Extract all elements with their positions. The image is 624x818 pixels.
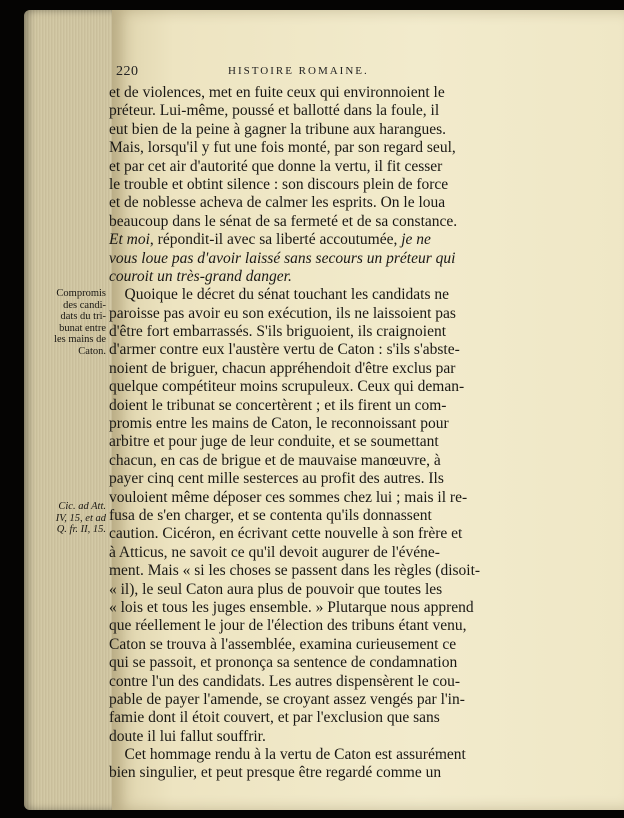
text-line: ment. Mais « si les choses se passent dans les règles (disoit-: [109, 562, 481, 580]
text-line: paroisse pas avoir eu son exécution, ils ne laissoient pas: [109, 304, 456, 322]
note-line: Cic. ad Att.: [58, 501, 106, 513]
text-line: vouloient même déposer ces sommes chez lui ; mais il re-: [109, 488, 468, 506]
note-line: Q. fr. II, 15.: [56, 524, 106, 536]
text-line: bien singulier, et peut presque être regardé comme un: [109, 764, 442, 782]
text-line: payer cinq cent mille sesterces au profit des autres. Ils: [109, 470, 444, 488]
text-line: « il), le seul Caton aura plus de pouvoir que toutes les: [109, 580, 443, 598]
text-line: promis entre les mains de Caton, le reconnoissant pour: [109, 415, 449, 433]
roman-fragment: , répondit-il avec sa liberté accoutumée,: [149, 231, 398, 249]
text-line: Quoique le décret du sénat touchant les candidats ne: [109, 286, 450, 304]
text-line: Cet hommage rendu à la vertu de Caton est assurément: [109, 746, 466, 764]
margin-note-compromis: [32, 288, 106, 357]
note-line: bunat entre: [59, 322, 106, 334]
text-line: Mais, lorsqu'il y fut une fois monté, par son regard seul,: [109, 139, 456, 157]
text-line: pable de payer l'amende, se croyant assez vengés par l'in-: [109, 690, 465, 708]
text-line: beaucoup dans le sénat de sa fermeté et de sa constance.: [109, 212, 458, 230]
text-line: le trouble et obtint silence : son discours plein de force: [109, 175, 449, 193]
text-line: arbitre et pour juge de leur conduite, et se soumettant: [109, 433, 439, 451]
text-line: fusa de s'en charger, et se contenta qu'ils donnassent: [109, 506, 432, 524]
paragraph-compromis: [54, 286, 539, 783]
note-line: Compromis: [56, 288, 106, 300]
text-line: quelque compétiteur moins scrupuleux. Ceux qui deman-: [109, 378, 465, 396]
text-body: [54, 84, 539, 783]
page-edges: [24, 10, 120, 810]
text-line: que réellement le jour de l'élection des tribuns étant venu,: [109, 617, 467, 635]
text-line: préteur. Lui-même, poussé et ballotté dans la foule, il: [109, 102, 440, 120]
italic-fragment: je ne: [397, 231, 431, 249]
note-line: dats du tri-: [60, 311, 106, 323]
quote-line: [109, 231, 539, 249]
text-line: eut bien de la peine à gagner la tribune aux harangues.: [109, 120, 446, 138]
quote-line: vous loue pas d'avoir laissé sans secours un préteur qui: [109, 249, 456, 267]
text-line: à Atticus, ne savoit ce qu'il devoit augurer de l'événe-: [109, 543, 440, 561]
note-line: des candi-: [63, 299, 106, 311]
text-line: d'être fort embarrassés. S'ils briguoient, ils craignoient: [109, 323, 447, 341]
margin-note-reference: [32, 501, 106, 536]
text-line: qui se passoit, et prononça sa sentence de condamnation: [109, 654, 458, 672]
text-line: d'armer contre eux l'austère vertu de Caton : s'ils s'abste-: [109, 341, 460, 359]
book: [24, 10, 624, 810]
text-line: caution. Cicéron, en écrivant cette nouvelle à son frère et: [109, 525, 463, 543]
text-line: chacun, en cas de brigue et de mauvaise manœuvre, à: [109, 451, 441, 469]
text-line: et de noblesse acheva de calmer les esprits. On le loua: [109, 194, 446, 212]
text-line: contre l'un des candidats. Les autres dispensèrent le cou-: [109, 672, 460, 690]
text-line: Caton se trouva à l'assemblée, examina curieusement ce: [109, 635, 457, 653]
running-head: HISTOIRE ROMAINE.: [228, 65, 369, 77]
page-header: [116, 64, 536, 84]
note-line: Caton.: [78, 345, 106, 357]
text-line: doient le tribunat se concertèrent ; et ils firent un com-: [109, 396, 447, 414]
italic-fragment: Et moi: [109, 231, 150, 249]
page-number: 220: [116, 64, 139, 79]
note-line: les mains de: [54, 334, 106, 346]
text-line: et de violences, met en fuite ceux qui environnoient le: [109, 84, 445, 101]
note-line: IV, 15, et ad: [55, 512, 106, 524]
quote-line: couroit un très-grand danger.: [109, 267, 292, 285]
text-line: « lois et tous les juges ensemble. » Plutarque nous apprend: [109, 598, 474, 616]
text-line: famie dont il étoit couvert, et par l'exclusion que sans: [109, 709, 440, 727]
text-line: et par cet air d'autorité que donne la vertu, il fit cesser: [109, 157, 443, 175]
text-line: noient de briguer, chacun appréhendoit d'être exclus par: [109, 359, 456, 377]
text-line: doute il lui fallut souffrir.: [109, 727, 266, 745]
